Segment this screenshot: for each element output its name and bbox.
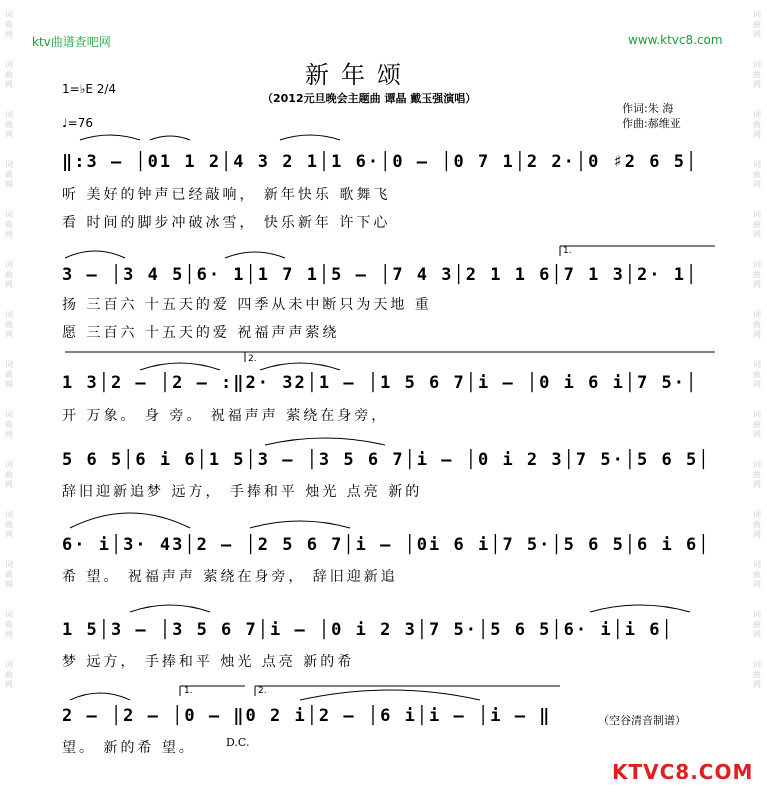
watermark-text: 词曲网 <box>5 410 13 439</box>
watermark-text: 词曲网 <box>753 410 761 439</box>
watermark-text: 词曲网 <box>5 260 13 289</box>
watermark-text: 词曲网 <box>5 310 13 339</box>
watermark-text: 词曲网 <box>5 610 13 639</box>
lyricist: 作词:朱 海 <box>622 102 674 115</box>
watermark-text: 词曲网 <box>753 610 761 639</box>
watermark-text: 词曲网 <box>753 110 761 139</box>
site-name-left[interactable]: ktv曲谱查吧网 <box>32 35 111 49</box>
site-url-right[interactable]: www.ktvc8.com <box>628 33 723 47</box>
watermark-text: 词曲网 <box>753 160 761 189</box>
watermark-text: 词曲网 <box>5 110 13 139</box>
music-line-5: 6· i│3· 43│2 – │2 5 6 7│i – │0i 6 i│7 5·│5 6 5│6 i 6│ <box>62 535 711 555</box>
watermark-text: 词曲网 <box>5 210 13 239</box>
lyric-line-5: 开 万象。 身 旁。 祝福声声 萦绕在身旁， <box>62 408 389 424</box>
tempo-marking: ♩=76 <box>62 116 93 130</box>
music-line-6: 1 5│3 – │3 5 6 7│i – │0 i 2 3│7 5·│5 6 5│6· i│i 6│ <box>62 620 674 640</box>
music-line-4: 5 6 5│6 i 6│1 5│3 – │3 5 6 7│i – │0 i 2 3│7 5·│5 6 5│ <box>62 450 711 470</box>
music-line-1: ‖:3 – │01 1 2│4 3 2 1│1 6·│0 – │0 7 1│2 2·│0 ♯2 6 5│ <box>62 152 699 172</box>
lyric-line-4: 愿 三百六 十五天的爱 祝福声声萦绕 <box>62 325 340 341</box>
watermark-text: 词曲网 <box>5 510 13 539</box>
song-subtitle: （2012元旦晚会主题曲 谭晶 戴玉强演唱） <box>262 92 477 105</box>
ktvc8-logo[interactable]: KTVC8.COM <box>612 760 754 784</box>
song-title: 新年颂 <box>305 61 413 89</box>
volta-1-line2: 1. <box>563 246 572 256</box>
lyric-line-8: 梦 远方， 手捧和平 烛光 点亮 新的希 <box>62 654 355 670</box>
watermark-text: 词曲网 <box>5 160 13 189</box>
volta-1: 1. <box>184 686 193 696</box>
watermark-text: 词曲网 <box>753 310 761 339</box>
watermark-text: 词曲网 <box>5 660 13 689</box>
lyric-line-1: 听 美好的钟声已经敲响， 新年快乐 歌舞飞 <box>62 187 391 203</box>
watermark-text: 词曲网 <box>753 260 761 289</box>
watermark-text: 词曲网 <box>753 210 761 239</box>
music-line-3: 1 3│2 – │2 – :‖2· 32│1 – │1 5 6 7│i – │0 i 6 i│7 5·│ <box>62 373 699 393</box>
watermark-text: 词曲网 <box>5 460 13 489</box>
lyric-line-2: 看 时间的脚步冲破冰雪， 快乐新年 许下心 <box>62 215 391 231</box>
watermark-text: 词曲网 <box>753 510 761 539</box>
composer: 作曲:郝维亚 <box>622 117 681 130</box>
music-line-7: 2 – │2 – │0 – ‖0 2 i│2 – │6 i│i – │i – ‖ <box>62 706 552 726</box>
transcriber-note: （空谷清音制谱） <box>598 714 686 727</box>
watermark-text: 词曲网 <box>753 660 761 689</box>
watermark-text: 词曲网 <box>753 60 761 89</box>
watermark-text: 词曲网 <box>5 560 13 589</box>
watermark-text: 词曲网 <box>5 60 13 89</box>
da-capo-marking: D.C. <box>226 736 250 749</box>
music-line-2: 3 – │3 4 5│6· 1│1 7 1│5 – │7 4 3│2 1 1 6│7 1 3│2· 1│ <box>62 265 699 285</box>
key-signature: 1=♭E 2/4 <box>62 82 117 96</box>
lyric-line-6: 辞旧迎新追梦 远方， 手捧和平 烛光 点亮 新的 <box>62 484 423 500</box>
watermark-text: 词曲网 <box>5 10 13 39</box>
watermark-text: 词曲网 <box>753 460 761 489</box>
volta-2: 2. <box>258 686 267 696</box>
watermark-text: 词曲网 <box>5 360 13 389</box>
watermark-text: 词曲网 <box>753 10 761 39</box>
lyric-line-7: 希 望。 祝福声声 萦绕在身旁， 辞旧迎新追 <box>62 569 398 585</box>
lyric-line-3: 扬 三百六 十五天的爱 四季从未中断只为天地 重 <box>62 297 432 313</box>
volta-2-line3: 2. <box>248 354 257 364</box>
watermark-text: 词曲网 <box>753 560 761 589</box>
watermark-text: 词曲网 <box>753 360 761 389</box>
lyric-line-9: 望。 新的希 望。 <box>62 740 196 756</box>
